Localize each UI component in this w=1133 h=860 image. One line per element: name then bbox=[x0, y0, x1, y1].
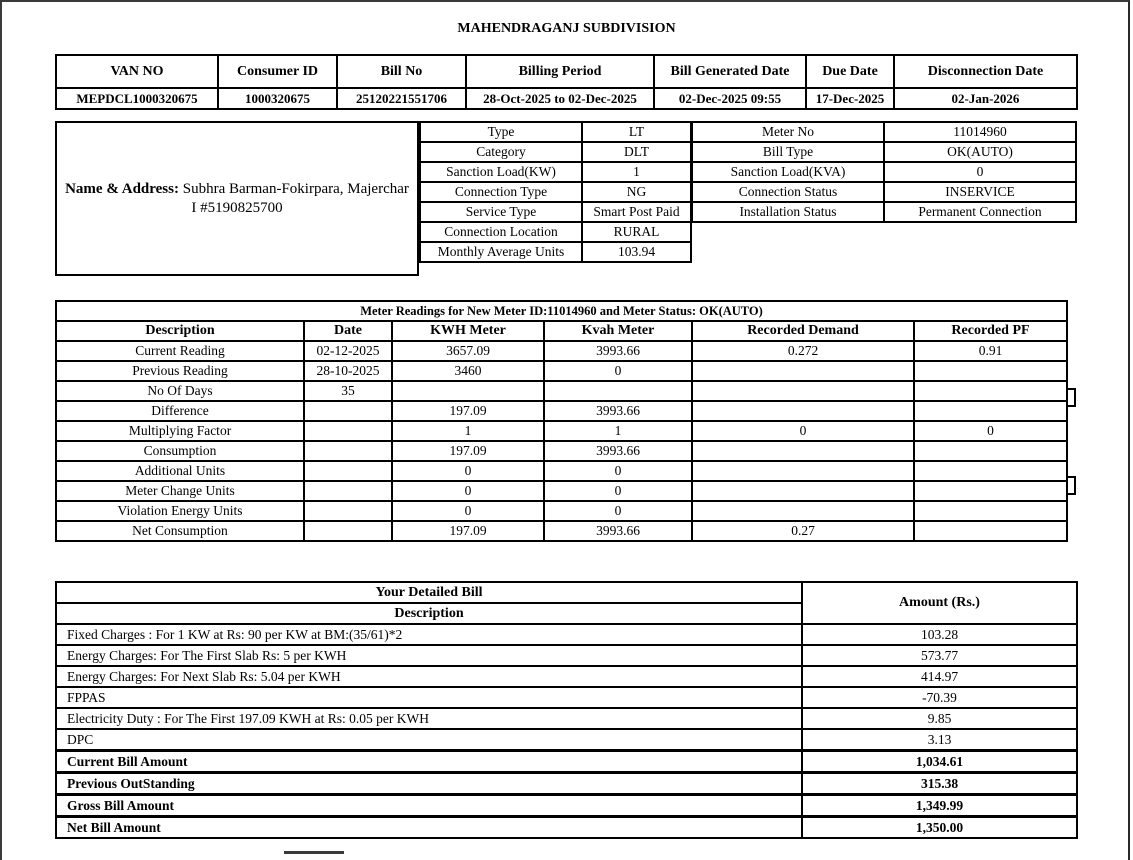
detailed-bill-table bbox=[55, 581, 1078, 839]
bill-total-label: Net Bill Amount bbox=[56, 817, 802, 839]
detail-row bbox=[420, 182, 691, 202]
bill-total-row bbox=[56, 795, 1077, 817]
detail-value: RURAL bbox=[582, 222, 691, 242]
bill-item-row bbox=[56, 687, 1077, 708]
meter-reading-cell: 3460 bbox=[392, 361, 544, 381]
meter-reading-cell: 0 bbox=[914, 421, 1067, 441]
meter-reading-cell bbox=[692, 381, 914, 401]
meter-reading-cell: 197.09 bbox=[392, 441, 544, 461]
header-col-due-date: Due Date bbox=[806, 55, 894, 88]
meter-reading-cell bbox=[914, 481, 1067, 501]
meter-reading-cell: Net Consumption bbox=[56, 521, 304, 541]
meter-reading-cell: 35 bbox=[304, 381, 392, 401]
meter-reading-cell bbox=[692, 481, 914, 501]
detail-label: Category bbox=[420, 142, 582, 162]
detail-row bbox=[420, 162, 691, 182]
subdivision-title: MAHENDRAGANJ SUBDIVISION bbox=[457, 21, 676, 36]
bill-item-amount: 573.77 bbox=[802, 645, 1077, 666]
meter-reading-cell bbox=[304, 401, 392, 421]
connection-details-table bbox=[419, 121, 692, 263]
name-address-value: Subhra Barman-Fokirpara, Majerchar bbox=[182, 180, 409, 197]
meter-reading-cell bbox=[692, 501, 914, 521]
name-address-label: Name & Address: bbox=[65, 180, 179, 197]
meter-reading-cell bbox=[692, 361, 914, 381]
meter-reading-cell: 3657.09 bbox=[392, 341, 544, 361]
meter-reading-cell: 0 bbox=[392, 481, 544, 501]
bill-header-table bbox=[55, 54, 1078, 110]
bill-generated-date-value: 02-Dec-2025 09:55 bbox=[654, 88, 806, 109]
detail-label: Sanction Load(KVA) bbox=[692, 162, 884, 182]
bill-item-amount: -70.39 bbox=[802, 687, 1077, 708]
meter-reading-cell: Multiplying Factor bbox=[56, 421, 304, 441]
meter-reading-cell bbox=[304, 421, 392, 441]
amount-header: Amount (Rs.) bbox=[802, 582, 1077, 624]
detail-value: 1 bbox=[582, 162, 691, 182]
bill-item-amount: 3.13 bbox=[802, 729, 1077, 751]
meter-readings-caption: Meter Readings for New Meter ID:11014960 and Meter Status: OK(AUTO) bbox=[56, 301, 1067, 321]
meter-reading-cell bbox=[914, 461, 1067, 481]
meter-reading-cell bbox=[304, 521, 392, 541]
meter-reading-row bbox=[56, 441, 1067, 461]
name-address-box bbox=[55, 121, 419, 276]
meter-reading-cell bbox=[304, 481, 392, 501]
detail-label: Meter No bbox=[692, 122, 884, 142]
bill-total-row bbox=[56, 817, 1077, 839]
detail-row bbox=[420, 202, 691, 222]
detail-label: Connection Type bbox=[420, 182, 582, 202]
name-address-value-line2: I #5190825700 bbox=[191, 199, 283, 216]
meter-reading-cell: Previous Reading bbox=[56, 361, 304, 381]
detailed-bill-title: Your Detailed Bill bbox=[56, 582, 802, 603]
bill-total-row bbox=[56, 773, 1077, 795]
detail-row bbox=[420, 242, 691, 262]
meter-reading-row bbox=[56, 381, 1067, 401]
detail-value: Permanent Connection bbox=[884, 202, 1076, 222]
detail-row bbox=[420, 122, 691, 142]
meter-reading-row bbox=[56, 521, 1067, 541]
meter-reading-cell bbox=[304, 441, 392, 461]
detail-row bbox=[692, 142, 1076, 162]
meter-reading-cell: 0 bbox=[392, 501, 544, 521]
meter-reading-cell bbox=[914, 401, 1067, 421]
meter-reading-cell: No Of Days bbox=[56, 381, 304, 401]
detail-label: Installation Status bbox=[692, 202, 884, 222]
bill-item-amount: 103.28 bbox=[802, 624, 1077, 645]
meter-reading-cell: 3993.66 bbox=[544, 401, 692, 421]
meter-reading-cell bbox=[692, 441, 914, 461]
meter-col-kwh: KWH Meter bbox=[392, 321, 544, 341]
meter-reading-cell: 02-12-2025 bbox=[304, 341, 392, 361]
detail-row bbox=[692, 182, 1076, 202]
bill-total-row bbox=[56, 751, 1077, 773]
table-edge-artifact bbox=[1066, 476, 1076, 495]
meter-reading-cell: 0.272 bbox=[692, 341, 914, 361]
bill-total-label: Current Bill Amount bbox=[56, 751, 802, 773]
consumer-id-value: 1000320675 bbox=[218, 88, 337, 109]
meter-col-recorded-pf: Recorded PF bbox=[914, 321, 1067, 341]
meter-reading-row bbox=[56, 501, 1067, 521]
disconnection-date-value: 02-Jan-2026 bbox=[894, 88, 1077, 109]
billing-period-value: 28-Oct-2025 to 02-Dec-2025 bbox=[466, 88, 654, 109]
meter-reading-row bbox=[56, 461, 1067, 481]
detail-label: Sanction Load(KW) bbox=[420, 162, 582, 182]
meter-reading-cell: 0 bbox=[544, 501, 692, 521]
bill-no-value: 25120221551706 bbox=[337, 88, 466, 109]
description-header: Description bbox=[56, 603, 802, 624]
van-no-value: MEPDCL1000320675 bbox=[56, 88, 218, 109]
meter-reading-cell: 28-10-2025 bbox=[304, 361, 392, 381]
meter-reading-cell: Current Reading bbox=[56, 341, 304, 361]
bill-total-amount: 1,034.61 bbox=[802, 751, 1077, 773]
meter-reading-cell: 0 bbox=[392, 461, 544, 481]
detail-label: Monthly Average Units bbox=[420, 242, 582, 262]
meter-reading-cell: 3993.66 bbox=[544, 341, 692, 361]
table-edge-artifact bbox=[1066, 388, 1076, 407]
meter-reading-cell bbox=[914, 381, 1067, 401]
meter-reading-row bbox=[56, 421, 1067, 441]
bill-total-label: Previous OutStanding bbox=[56, 773, 802, 795]
header-col-van-no: VAN NO bbox=[56, 55, 218, 88]
header-col-bill-no: Bill No bbox=[337, 55, 466, 88]
detail-label: Connection Status bbox=[692, 182, 884, 202]
bill-total-amount: 1,350.00 bbox=[802, 817, 1077, 839]
detail-value: 0 bbox=[884, 162, 1076, 182]
meter-reading-cell: 0.91 bbox=[914, 341, 1067, 361]
bill-item-row bbox=[56, 666, 1077, 687]
meter-reading-cell: Violation Energy Units bbox=[56, 501, 304, 521]
meter-reading-cell bbox=[304, 461, 392, 481]
bill-item-row bbox=[56, 645, 1077, 666]
meter-reading-cell: 0 bbox=[544, 481, 692, 501]
bill-item-description: Energy Charges: For Next Slab Rs: 5.04 per KWH bbox=[56, 666, 802, 687]
bill-item-description: DPC bbox=[56, 729, 802, 751]
meter-reading-cell: Meter Change Units bbox=[56, 481, 304, 501]
due-date-value: 17-Dec-2025 bbox=[806, 88, 894, 109]
bill-item-row bbox=[56, 729, 1077, 751]
meter-col-recorded-demand: Recorded Demand bbox=[692, 321, 914, 341]
meter-reading-row bbox=[56, 401, 1067, 421]
detail-value: LT bbox=[582, 122, 691, 142]
meter-reading-cell bbox=[914, 521, 1067, 541]
meter-col-kvah: Kvah Meter bbox=[544, 321, 692, 341]
detail-row bbox=[692, 202, 1076, 222]
meter-details-table bbox=[691, 121, 1077, 223]
detail-label: Service Type bbox=[420, 202, 582, 222]
bill-item-description: Electricity Duty : For The First 197.09 KWH at Rs: 0.05 per KWH bbox=[56, 708, 802, 729]
meter-reading-cell: 3993.66 bbox=[544, 441, 692, 461]
header-col-consumer-id: Consumer ID bbox=[218, 55, 337, 88]
meter-reading-cell bbox=[392, 381, 544, 401]
detail-label: Type bbox=[420, 122, 582, 142]
bill-item-amount: 414.97 bbox=[802, 666, 1077, 687]
bill-item-description: Fixed Charges : For 1 KW at Rs: 90 per KW at BM:(35/61)*2 bbox=[56, 624, 802, 645]
bill-total-amount: 315.38 bbox=[802, 773, 1077, 795]
header-col-disconnection-date: Disconnection Date bbox=[894, 55, 1077, 88]
meter-reading-cell: 3993.66 bbox=[544, 521, 692, 541]
meter-reading-cell bbox=[544, 381, 692, 401]
detail-value: OK(AUTO) bbox=[884, 142, 1076, 162]
meter-reading-cell: Consumption bbox=[56, 441, 304, 461]
meter-reading-cell: 0.27 bbox=[692, 521, 914, 541]
bill-item-description: FPPAS bbox=[56, 687, 802, 708]
meter-reading-row bbox=[56, 481, 1067, 501]
detail-value: 11014960 bbox=[884, 122, 1076, 142]
detail-row bbox=[692, 162, 1076, 182]
meter-reading-cell: Difference bbox=[56, 401, 304, 421]
meter-reading-cell bbox=[914, 441, 1067, 461]
meter-reading-cell: 1 bbox=[392, 421, 544, 441]
meter-reading-cell: 197.09 bbox=[392, 401, 544, 421]
meter-reading-cell bbox=[304, 501, 392, 521]
detail-value: NG bbox=[582, 182, 691, 202]
detail-row bbox=[420, 222, 691, 242]
meter-reading-cell: 197.09 bbox=[392, 521, 544, 541]
meter-reading-cell bbox=[692, 401, 914, 421]
bill-item-amount: 9.85 bbox=[802, 708, 1077, 729]
bill-total-label: Gross Bill Amount bbox=[56, 795, 802, 817]
meter-col-date: Date bbox=[304, 321, 392, 341]
meter-reading-cell bbox=[692, 461, 914, 481]
detail-value: 103.94 bbox=[582, 242, 691, 262]
meter-reading-cell: 0 bbox=[544, 461, 692, 481]
meter-reading-cell: 0 bbox=[692, 421, 914, 441]
header-col-billing-period: Billing Period bbox=[466, 55, 654, 88]
bill-total-amount: 1,349.99 bbox=[802, 795, 1077, 817]
detail-label: Connection Location bbox=[420, 222, 582, 242]
bill-item-description: Energy Charges: For The First Slab Rs: 5 per KWH bbox=[56, 645, 802, 666]
meter-reading-cell: 1 bbox=[544, 421, 692, 441]
detail-value: INSERVICE bbox=[884, 182, 1076, 202]
meter-reading-row bbox=[56, 361, 1067, 381]
detail-row bbox=[420, 142, 691, 162]
meter-reading-cell: Additional Units bbox=[56, 461, 304, 481]
detail-row bbox=[692, 122, 1076, 142]
detail-value: DLT bbox=[582, 142, 691, 162]
meter-readings-table bbox=[55, 300, 1068, 542]
bill-item-row bbox=[56, 708, 1077, 729]
meter-reading-cell bbox=[914, 501, 1067, 521]
meter-reading-row bbox=[56, 341, 1067, 361]
detail-label: Bill Type bbox=[692, 142, 884, 162]
meter-reading-cell bbox=[914, 361, 1067, 381]
detail-value: Smart Post Paid bbox=[582, 202, 691, 222]
meter-reading-cell: 0 bbox=[544, 361, 692, 381]
meter-col-description: Description bbox=[56, 321, 304, 341]
header-col-bill-generated-date: Bill Generated Date bbox=[654, 55, 806, 88]
bill-item-row bbox=[56, 624, 1077, 645]
